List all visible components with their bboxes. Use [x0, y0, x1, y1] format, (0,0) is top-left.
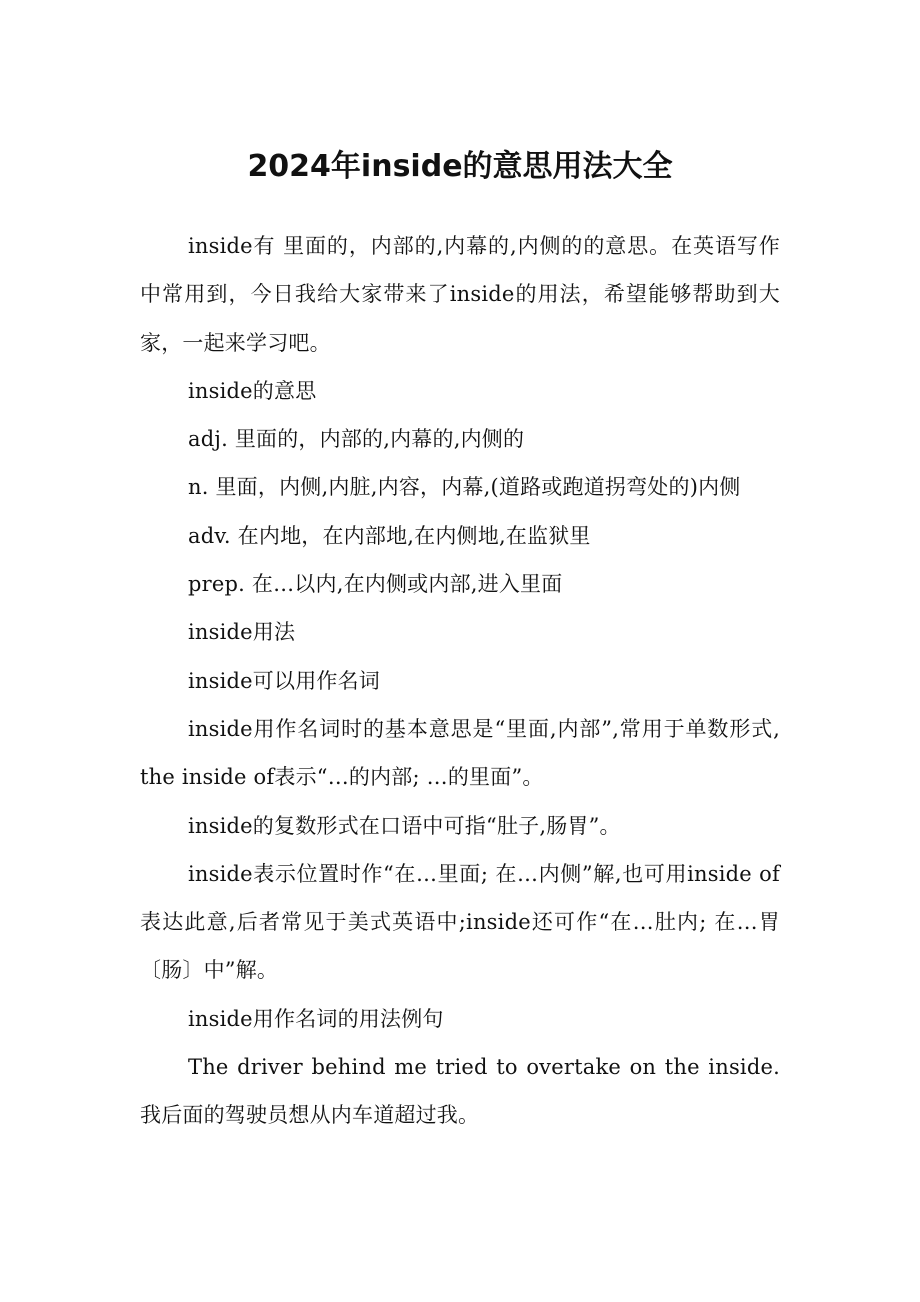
definition-adj: adj. 里面的，内部的,内幕的,内侧的 — [188, 427, 525, 452]
section-heading-usage: inside用法 — [188, 620, 296, 645]
usage-as-noun: inside可以用作名词 — [188, 668, 381, 693]
definition-adv: adv. 在内地，在内部地,在内侧地,在监狱里 — [188, 523, 591, 548]
definition-prep: prep. 在…以内,在内侧或内部,进入里面 — [188, 572, 563, 597]
document-title: 2024年inside的意思用法大全 — [247, 149, 673, 184]
usage-plural-form: inside的复数形式在口语中可指“肚子,肠胃”。 — [188, 813, 621, 838]
usage-noun-meaning: inside用作名词时的基本意思是“里面,内部”,常用于单数形式, the inside of表示“…的内部; …的里面”。 — [140, 716, 780, 790]
definition-noun: n. 里面，内侧,内脏,内容，内幕,(道路或跑道拐弯处的)内侧 — [188, 475, 741, 500]
usage-position: inside表示位置时作“在…里面; 在…内侧”解,也可用inside of表达此意,后者常见于美式英语中;inside还可作“在…肚内; 在…胃〔肠〕中”解。 — [140, 861, 780, 983]
section-heading-examples: inside用作名词的用法例句 — [188, 1006, 444, 1031]
section-heading-meaning: inside的意思 — [188, 378, 317, 403]
example-sentence: The driver behind me tried to overtake on the inside.我后面的驾驶员想从内车道超过我。 — [140, 1055, 780, 1128]
document-body — [140, 222, 780, 1140]
intro-paragraph: inside有 里面的，内部的,内幕的,内侧的的意思。在英语写作中常用到，今日我给大家带来了inside的用法，希望能够帮助到大家，一起来学习吧。 — [140, 234, 780, 355]
